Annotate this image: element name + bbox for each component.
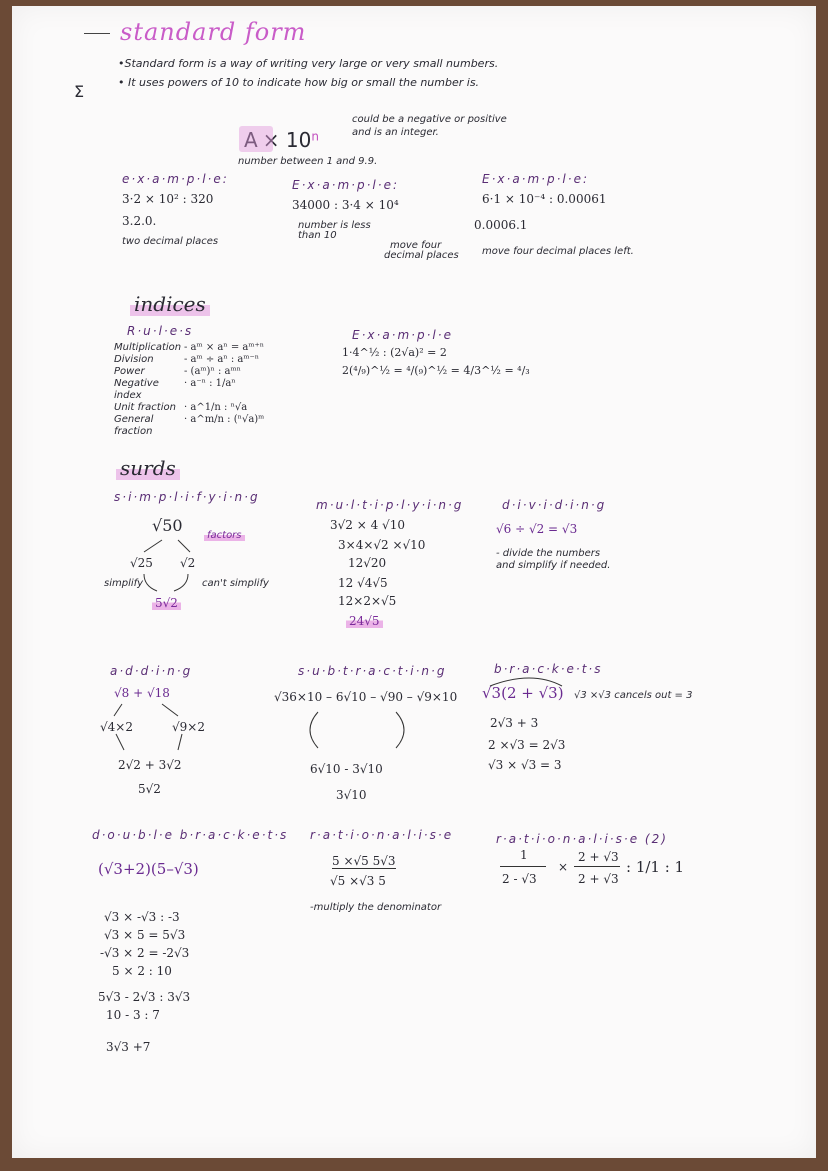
rule-expr: - aᵐ ÷ aⁿ : aᵐ⁻ⁿ: [184, 354, 260, 365]
multiplying-result: 24√5: [346, 614, 383, 628]
rule-expr: - aᵐ × aⁿ = aᵐ⁺ⁿ: [184, 342, 265, 353]
indices-rule: [114, 414, 344, 438]
sf-example-2-note1: number is less: [298, 220, 371, 231]
rule-name: Unit fraction: [114, 402, 176, 413]
rule-expr: · a⁻ⁿ : 1/aⁿ: [184, 378, 236, 389]
double-brackets-line: √3 × -√3 : -3: [104, 910, 180, 924]
adding-line2: 2√2 + 3√2: [118, 758, 182, 772]
brackets-note: √3 ×√3 cancels out = 3: [574, 690, 693, 701]
adding-left: √4×2: [100, 720, 133, 734]
simplifying-root: √50: [152, 516, 183, 535]
double-brackets-sum1: 5√3 - 2√3 : 3√3: [98, 990, 191, 1004]
adding-label: a·d·d·i·n·g: [110, 664, 193, 678]
dividing-note2: and simplify if needed.: [496, 560, 611, 571]
adding-line1: √8 + √18: [114, 686, 170, 700]
multiplying-label: m·u·l·t·i·p·l·y·i·n·g: [316, 498, 464, 512]
subtracting-line2: 6√10 - 3√10: [310, 762, 383, 776]
subtracting-line1: √36×10 – 6√10 – √90 – √9×10: [274, 690, 458, 704]
adding-right: √9×2: [172, 720, 205, 734]
indices-example-line2: 2(⁴/₉)^½ = ⁴/(₉)^½ = 4/3^½ = ⁴/₃: [342, 364, 530, 377]
indices-rule: [114, 402, 344, 414]
dividing-line1: √6 ÷ √2 = √3: [496, 522, 578, 536]
indices-rules-label: R·u·l·e·s: [127, 324, 194, 338]
sf-bullet-1: •Standard form is a way of writing very large or very small numbers.: [118, 57, 499, 70]
simplifying-result: 5√2: [152, 596, 181, 610]
indices-rule: [114, 378, 344, 402]
sf-example-3-label: E·x·a·m·p·l·e:: [482, 172, 589, 186]
sf-bullet-2: • It uses powers of 10 to indicate how big or small the number is.: [118, 76, 480, 89]
rationalise2-frac2-num: 2 + √3: [578, 850, 619, 864]
rationalise2-frac2-den: 2 + √3: [578, 872, 619, 886]
rule-name: Division: [114, 354, 154, 365]
sf-formula-a: A: [244, 128, 258, 152]
rationalise2-times: ×: [558, 860, 569, 874]
rationalise-note: -multiply the denominator: [310, 902, 442, 913]
indices-heading: indices: [130, 292, 210, 316]
rationalise-numerator: 5 ×√5 5√3: [332, 854, 396, 868]
sf-example-2-line1: 34000 : 3·4 × 10⁴: [292, 198, 399, 212]
brackets-line2: 2√3 + 3: [490, 716, 539, 730]
surds-heading: surds: [116, 456, 180, 480]
highlight: [239, 126, 273, 152]
sf-example-2-note2: than 10: [298, 230, 337, 241]
simplifying-right: √2: [180, 556, 196, 570]
rule-expr: · a^m/n : (ⁿ√a)ᵐ: [184, 414, 265, 425]
double-brackets-line: √3 × 5 = 5√3: [104, 928, 186, 942]
fraction-bar: [500, 866, 546, 867]
simplifying-cant: can't simplify: [202, 578, 269, 589]
sf-example-2-note4: decimal places: [384, 250, 459, 261]
dividing-label: d·i·v·i·d·i·n·g: [502, 498, 607, 512]
rationalise2-frac1-den: 2 - √3: [502, 872, 537, 886]
rationalise2-label: r·a·t·i·o·n·a·l·i·s·e (2): [496, 832, 668, 846]
sf-example-2-note3: move four: [390, 240, 442, 251]
multiplying-line4: 12 √4√5: [338, 576, 388, 590]
indices-rule: [114, 354, 344, 366]
multiplying-line2: 3×4×√2 ×√10: [338, 538, 426, 552]
sf-note-a: number between 1 and 9.9.: [238, 156, 378, 167]
page-title: standard form: [120, 18, 307, 46]
simplifying-label: s·i·m·p·l·i·f·y·i·n·g: [114, 490, 260, 504]
double-brackets-expr: (√3+2)(5–√3): [98, 860, 199, 878]
rule-name: General fraction: [114, 414, 154, 437]
fraction-bar: [574, 866, 620, 867]
double-brackets-sum2: 10 - 3 : 7: [106, 1008, 160, 1022]
double-brackets-label: d·o·u·b·l·e b·r·a·c·k·e·t·s: [92, 828, 289, 842]
adding-result: 5√2: [138, 782, 161, 796]
indices-rules-list: [114, 342, 344, 438]
sf-formula-x10: × 10: [262, 128, 312, 152]
sf-example-1-label: e·x·a·m·p·l·e:: [122, 172, 229, 186]
dividing-note1: - divide the numbers: [496, 548, 601, 559]
sf-example-1-line1: 3·2 × 10² : 320: [122, 192, 214, 206]
subtracting-result: 3√10: [336, 788, 367, 802]
margin-dash: [84, 33, 110, 34]
notebook-page: [12, 6, 816, 1158]
sf-example-1-note: two decimal places: [122, 236, 219, 247]
brackets-line4: √3 × √3 = 3: [488, 758, 562, 772]
simplifying-left: √25: [130, 556, 153, 570]
double-brackets-line: -√3 × 2 = -2√3: [100, 946, 190, 960]
sf-example-3-line1: 6·1 × 10⁻⁴ : 0.00061: [482, 192, 607, 206]
multiplying-line3: 12√20: [348, 556, 387, 570]
rationalise2-equals: : 1/1 : 1: [626, 858, 685, 876]
brackets-line3: 2 ×√3 = 2√3: [488, 738, 566, 752]
margin-mark: Σ: [74, 82, 85, 101]
indices-example-line1: 1·4^½ : (2√a)² = 2: [342, 346, 447, 359]
rule-name: Multiplication: [114, 342, 182, 353]
simplifying-factors: factors: [204, 530, 245, 541]
sf-example-3-note: move four decimal places left.: [482, 246, 634, 257]
indices-example-label: E·x·a·m·p·l·e: [352, 328, 453, 342]
rule-expr: · a^1/n : ⁿ√a: [184, 402, 248, 413]
rationalise-label: r·a·t·i·o·n·a·l·i·s·e: [310, 828, 454, 842]
sf-formula-n: n: [311, 129, 319, 144]
rule-name: Power: [114, 366, 145, 377]
multiplying-line1: 3√2 × 4 √10: [330, 518, 405, 532]
brackets-line1: √3(2 + √3): [482, 684, 564, 702]
rationalise2-frac1-num: 1: [520, 848, 528, 862]
double-brackets-result: 3√3 +7: [106, 1040, 151, 1054]
sf-note-n-1: could be a negative or positive: [352, 114, 507, 125]
sf-example-1-line2: 3.2.0.: [122, 214, 157, 228]
indices-rule: [114, 342, 344, 354]
rule-name: Negative index: [114, 378, 159, 401]
brackets-arc: [12, 6, 13, 7]
indices-rule: [114, 366, 344, 378]
simplifying-simplify: simplify: [104, 578, 144, 589]
sf-example-2-label: E·x·a·m·p·l·e:: [292, 178, 399, 192]
rationalise-denominator: √5 ×√3 5: [330, 874, 386, 888]
sf-note-n-2: and is an integer.: [352, 127, 439, 138]
multiplying-line5: 12×2×√5: [338, 594, 397, 608]
sf-example-3-line2: 0.0006.1: [474, 218, 528, 232]
subtracting-label: s·u·b·t·r·a·c·t·i·n·g: [298, 664, 447, 678]
double-brackets-line: 5 × 2 : 10: [112, 964, 172, 978]
brackets-label: b·r·a·c·k·e·t·s: [494, 662, 603, 676]
rule-expr: - (aᵐ)ⁿ : aᵐⁿ: [184, 366, 241, 377]
